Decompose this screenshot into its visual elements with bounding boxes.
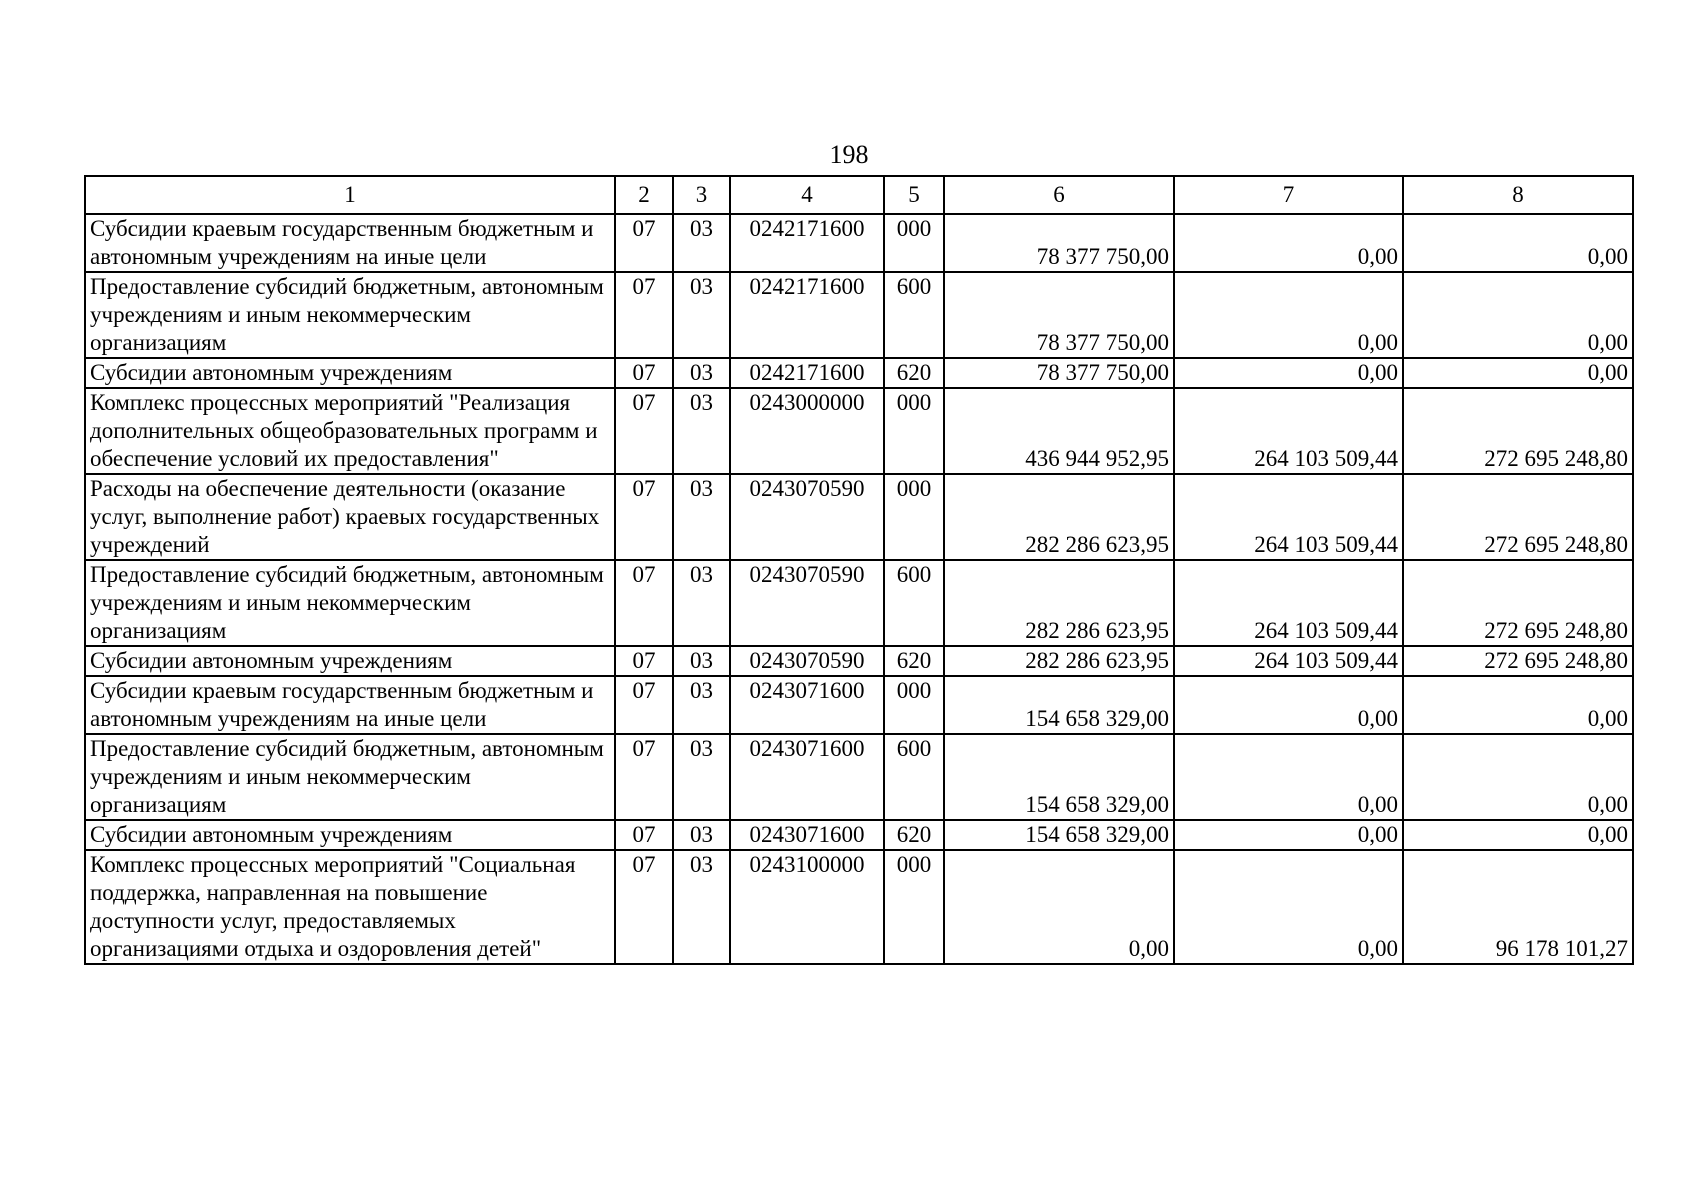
expense-name: Субсидии краевым государственным бюджетным и автономным учреждениям на иные цели xyxy=(85,676,615,734)
table-row xyxy=(85,820,1633,850)
target-article-code: 0243070590 xyxy=(730,646,884,676)
amount-col7: 264 103 509,44 xyxy=(1174,646,1403,676)
amount-col6: 78 377 750,00 xyxy=(944,214,1174,272)
amount-col8: 96 178 101,27 xyxy=(1403,850,1633,964)
expense-name: Расходы на обеспечение деятельности (оказание услуг, выполнение работ) краевых государственных учреждений xyxy=(85,474,615,560)
amount-col6: 154 658 329,00 xyxy=(944,676,1174,734)
amount-col6: 78 377 750,00 xyxy=(944,272,1174,358)
table-row xyxy=(85,388,1633,474)
amount-col7: 264 103 509,44 xyxy=(1174,560,1403,646)
amount-col6: 154 658 329,00 xyxy=(944,734,1174,820)
expense-type-code: 600 xyxy=(884,560,944,646)
expense-name: Субсидии краевым государственным бюджетным и автономным учреждениям на иные цели xyxy=(85,214,615,272)
amount-col8: 0,00 xyxy=(1403,214,1633,272)
expense-type-code: 600 xyxy=(884,272,944,358)
amount-col8: 0,00 xyxy=(1403,676,1633,734)
amount-col6: 78 377 750,00 xyxy=(944,358,1174,388)
section-code: 07 xyxy=(615,388,673,474)
subsection-code: 03 xyxy=(673,358,730,388)
expense-type-code: 600 xyxy=(884,734,944,820)
section-code: 07 xyxy=(615,214,673,272)
expense-type-code: 620 xyxy=(884,820,944,850)
amount-col7: 0,00 xyxy=(1174,272,1403,358)
target-article-code: 0242171600 xyxy=(730,214,884,272)
amount-col7: 264 103 509,44 xyxy=(1174,388,1403,474)
section-code: 07 xyxy=(615,272,673,358)
table-row xyxy=(85,646,1633,676)
subsection-code: 03 xyxy=(673,560,730,646)
amount-col7: 0,00 xyxy=(1174,358,1403,388)
target-article-code: 0243071600 xyxy=(730,820,884,850)
column-header: 7 xyxy=(1174,176,1403,214)
table-row xyxy=(85,474,1633,560)
column-number-row xyxy=(85,176,1633,214)
amount-col7: 0,00 xyxy=(1174,850,1403,964)
amount-col6: 282 286 623,95 xyxy=(944,560,1174,646)
section-code: 07 xyxy=(615,734,673,820)
expense-name: Субсидии автономным учреждениям xyxy=(85,820,615,850)
expense-name: Предоставление субсидий бюджетным, автономным учреждениям и иным некоммерческим организациям xyxy=(85,560,615,646)
table-row xyxy=(85,560,1633,646)
subsection-code: 03 xyxy=(673,214,730,272)
expense-name: Субсидии автономным учреждениям xyxy=(85,646,615,676)
target-article-code: 0242171600 xyxy=(730,358,884,388)
table-row xyxy=(85,272,1633,358)
table-row xyxy=(85,734,1633,820)
amount-col6: 154 658 329,00 xyxy=(944,820,1174,850)
subsection-code: 03 xyxy=(673,734,730,820)
page-number: 198 xyxy=(829,140,869,169)
column-header: 2 xyxy=(615,176,673,214)
target-article-code: 0243071600 xyxy=(730,676,884,734)
amount-col6: 282 286 623,95 xyxy=(944,474,1174,560)
amount-col8: 0,00 xyxy=(1403,272,1633,358)
target-article-code: 0243100000 xyxy=(730,850,884,964)
expense-type-code: 620 xyxy=(884,358,944,388)
expense-name: Комплекс процессных мероприятий "Социальная поддержка, направленная на повышение доступности услуг, предоставляемых организациями отдыха и оздоровления детей" xyxy=(85,850,615,964)
section-code: 07 xyxy=(615,850,673,964)
subsection-code: 03 xyxy=(673,850,730,964)
subsection-code: 03 xyxy=(673,272,730,358)
target-article-code: 0243000000 xyxy=(730,388,884,474)
amount-col7: 0,00 xyxy=(1174,214,1403,272)
amount-col7: 0,00 xyxy=(1174,820,1403,850)
amount-col7: 0,00 xyxy=(1174,734,1403,820)
subsection-code: 03 xyxy=(673,474,730,560)
amount-col8: 272 695 248,80 xyxy=(1403,388,1633,474)
subsection-code: 03 xyxy=(673,820,730,850)
expense-type-code: 000 xyxy=(884,850,944,964)
column-header: 4 xyxy=(730,176,884,214)
section-code: 07 xyxy=(615,820,673,850)
amount-col8: 0,00 xyxy=(1403,820,1633,850)
expense-type-code: 000 xyxy=(884,388,944,474)
amount-col7: 264 103 509,44 xyxy=(1174,474,1403,560)
column-header: 5 xyxy=(884,176,944,214)
amount-col8: 0,00 xyxy=(1403,358,1633,388)
amount-col6: 282 286 623,95 xyxy=(944,646,1174,676)
column-header: 6 xyxy=(944,176,1174,214)
expense-type-code: 000 xyxy=(884,214,944,272)
table-row xyxy=(85,358,1633,388)
column-header: 3 xyxy=(673,176,730,214)
expense-type-code: 000 xyxy=(884,474,944,560)
target-article-code: 0243071600 xyxy=(730,734,884,820)
amount-col8: 272 695 248,80 xyxy=(1403,474,1633,560)
subsection-code: 03 xyxy=(673,388,730,474)
amount-col6: 436 944 952,95 xyxy=(944,388,1174,474)
expense-name: Предоставление субсидий бюджетным, автономным учреждениям и иным некоммерческим организациям xyxy=(85,272,615,358)
amount-col8: 272 695 248,80 xyxy=(1403,646,1633,676)
amount-col6: 0,00 xyxy=(944,850,1174,964)
table-row xyxy=(85,214,1633,272)
budget-table xyxy=(84,175,1634,965)
section-code: 07 xyxy=(615,676,673,734)
amount-col7: 0,00 xyxy=(1174,676,1403,734)
expense-name: Комплекс процессных мероприятий "Реализация дополнительных общеобразовательных программ и обеспечение условий их предоставления" xyxy=(85,388,615,474)
expense-type-code: 000 xyxy=(884,676,944,734)
table-row xyxy=(85,676,1633,734)
amount-col8: 0,00 xyxy=(1403,734,1633,820)
section-code: 07 xyxy=(615,560,673,646)
subsection-code: 03 xyxy=(673,676,730,734)
target-article-code: 0242171600 xyxy=(730,272,884,358)
column-header: 8 xyxy=(1403,176,1633,214)
expense-name: Предоставление субсидий бюджетным, автономным учреждениям и иным некоммерческим организациям xyxy=(85,734,615,820)
table-row xyxy=(85,850,1633,964)
section-code: 07 xyxy=(615,474,673,560)
column-header: 1 xyxy=(85,176,615,214)
expense-type-code: 620 xyxy=(884,646,944,676)
subsection-code: 03 xyxy=(673,646,730,676)
target-article-code: 0243070590 xyxy=(730,474,884,560)
target-article-code: 0243070590 xyxy=(730,560,884,646)
amount-col8: 272 695 248,80 xyxy=(1403,560,1633,646)
section-code: 07 xyxy=(615,646,673,676)
expense-name: Субсидии автономным учреждениям xyxy=(85,358,615,388)
section-code: 07 xyxy=(615,358,673,388)
